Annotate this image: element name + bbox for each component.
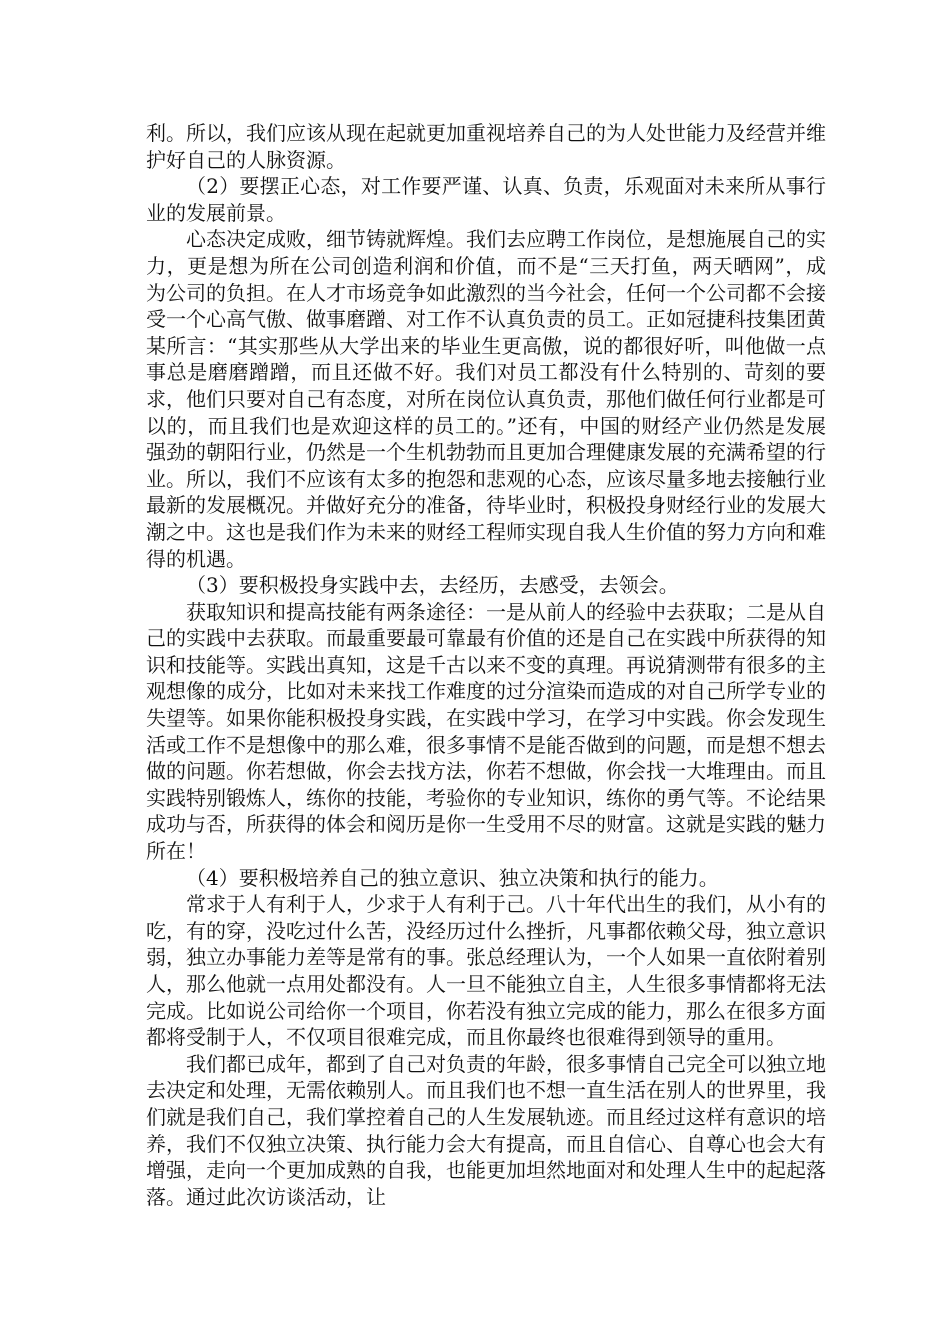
- paragraph-continuation: 利。所以，我们应该从现在起就更加重视培养自己的为人处世能力及经营并维护好自己的人脉资源。: [146, 121, 826, 172]
- paragraph-adulthood: 我们都已成年，都到了自己对负责的年龄，很多事情自己完全可以独立地去决定和处理，无需依赖别人。而且我们也不想一直生活在别人的世界里，我们就是我们自己，我们掌控着自己的人生发展轨迹。而且经过这样有意识的培养，我们不仅独立决策、执行能力会大有提高，而且自信心、自尊心也会大有增强，走向一个更加成熟的自我，也能更加坦然地面对和处理人生中的起起落落。通过此次访谈活动，让: [146, 1051, 826, 1209]
- paragraph-independence: 常求于人有利于人，少求于人有利于己。八十年代出生的我们，从小有的吃，有的穿，没吃过什么苦，没经历过什么挫折，凡事都依赖父母，独立意识弱，独立办事能力差等是常有的事。张总经理认为，一个人如果一直依附着别人，那么他就一点用处都没有。人一旦不能独立自主，人生很多事情都将无法完成。比如说公司给你一个项目，你若没有独立完成的能力，那么在很多方面都将受制于人，不仅项目很难完成，而且你最终也很难得到领导的重用。: [146, 892, 826, 1050]
- document-page: [146, 120, 826, 1210]
- paragraph-practice: 获取知识和提高技能有两条途径：一是从前人的经验中去获取；二是从自己的实践中去获取。而最重要最可靠最有价值的还是自己在实践中所获得的知识和技能等。实践出真知，这是千古以来不变的真理。再说猜测带有很多的主观想像的成分，比如对未来找工作难度的过分渲染而造成的对自己所学专业的失望等。如果你能积极投身实践，在实践中学习，在学习中实践。你会发现生活或工作不是想像中的那么难，很多事情不是能否做到的问题，而是想不想去做的问题。你若想做，你会去找方法，你若不想做，你会找一大堆理由。而且实践特别锻炼人，练你的技能，考验你的专业知识，练你的勇气等。不论结果成功与否，所获得的体会和阅历是你一生受用不尽的财富。这就是实践的魅力所在！: [146, 599, 826, 864]
- paragraph-mindset: 心态决定成败，细节铸就辉煌。我们去应聘工作岗位，是想施展自己的实力，更是想为所在公司创造利润和价值，而不是“三天打鱼，两天晒网”，成为公司的负担。在人才市场竞争如此激烈的当今社会，任何一个公司都不会接受一个心高气傲、做事磨蹭、对工作不认真负责的员工。正如冠捷科技集团黄某所言：“其实那些从大学出来的毕业生更高傲，说的都很好听，叫他做一点事总是磨磨蹭蹭，而且还做不好。我们对员工都没有什么特别的、苛刻的要求，他们只要对自己有态度，对所在岗位认真负责，那他们做任何行业都是可以的，而且我们也是欢迎这样的员工的。”还有，中国的财经产业仍然是发展强劲的朝阳行业，仍然是一个生机勃勃而且更加合理健康发展的充满希望的行业。所以，我们不应该有太多的抱怨和悲观的心态，应该尽量多地去接触行业最新的发展概况。并做好充分的准备，待毕业时，积极投身财经行业的发展大潮之中。这也是我们作为未来的财经工程师实现自我人生价值的努力方向和难得的机遇。: [146, 227, 826, 571]
- section-heading-4: （4）要积极培养自己的独立意识、独立决策和执行的能力。: [186, 865, 719, 890]
- section-heading-3: （3）要积极投身实践中去，去经历，去感受，去领会。: [186, 573, 679, 598]
- section-heading-2: （2）要摆正心态，对工作要严谨、认真、负责，乐观面对未来所从事行业的发展前景。: [146, 174, 826, 225]
